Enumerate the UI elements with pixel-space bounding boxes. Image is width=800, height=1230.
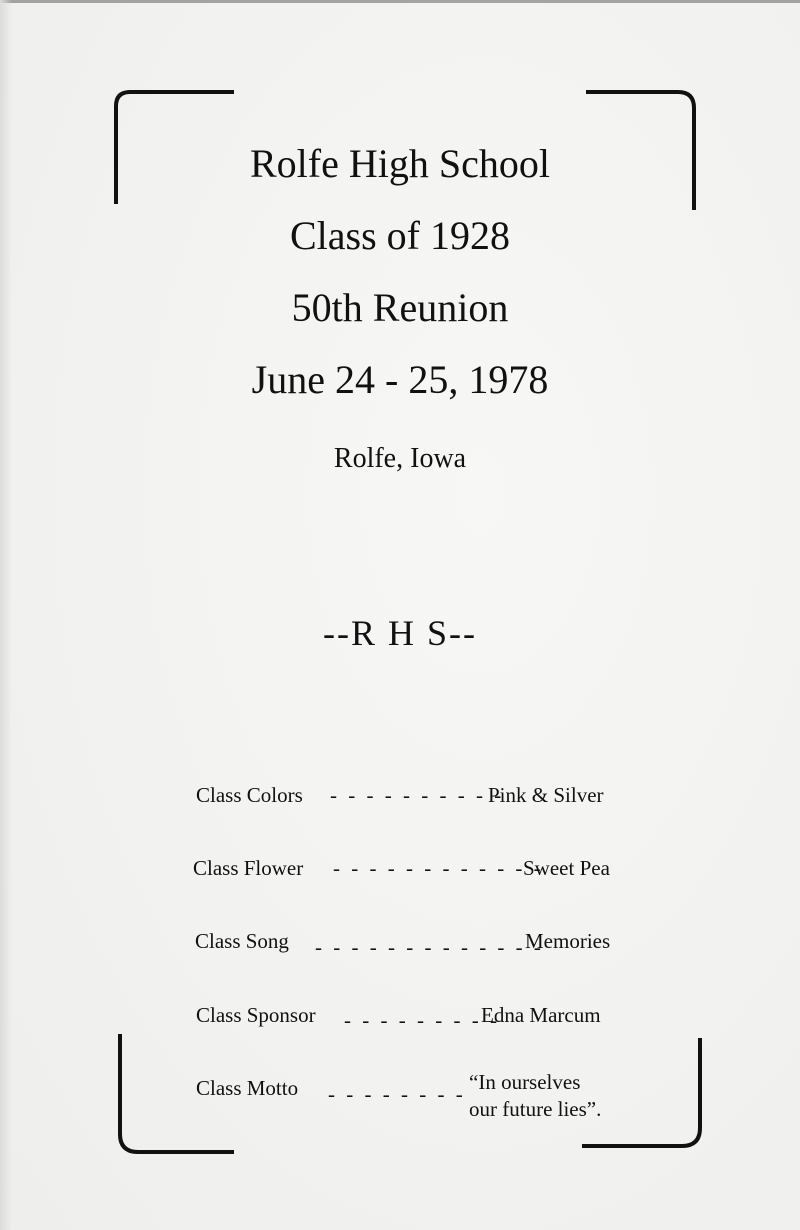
- corner-bracket-bottom-right-icon: [578, 1034, 708, 1152]
- fact-label: Class Motto: [196, 1076, 299, 1100]
- fact-value-continued: our future lies”.: [469, 1097, 602, 1121]
- school-name: Rolfe High School: [250, 141, 550, 186]
- class-year: Class of 1928: [290, 213, 510, 258]
- fact-label: Class Colors: [196, 783, 303, 807]
- fact-value: Pink & Silver: [488, 783, 604, 807]
- fact-value: Memories: [525, 929, 611, 953]
- leader-dashes: - - - - - - - - - - - - -: [315, 935, 544, 959]
- reunion-title: 50th Reunion: [291, 285, 509, 330]
- school-emblem-text: --R H S--: [323, 613, 477, 653]
- leader-dashes: - - - - - - - - - -: [330, 783, 505, 807]
- fact-label: Class Sponsor: [196, 1003, 316, 1027]
- fact-value: Sweet Pea: [523, 856, 610, 880]
- leader-dashes: - - - - - - - -: [328, 1082, 466, 1106]
- reunion-location: Rolfe, Iowa: [333, 443, 467, 474]
- leader-dashes: - - - - - - - - -: [344, 1008, 500, 1032]
- fact-label: Class Song: [195, 929, 289, 953]
- scan-top-edge: [0, 0, 800, 3]
- reunion-dates: June 24 - 25, 1978: [251, 357, 549, 402]
- fact-label: Class Flower: [193, 856, 304, 880]
- fact-value: “In ourselves: [469, 1070, 581, 1094]
- leader-dashes: - - - - - - - - - - - -: [333, 856, 544, 880]
- fact-value: Edna Marcum: [481, 1003, 601, 1027]
